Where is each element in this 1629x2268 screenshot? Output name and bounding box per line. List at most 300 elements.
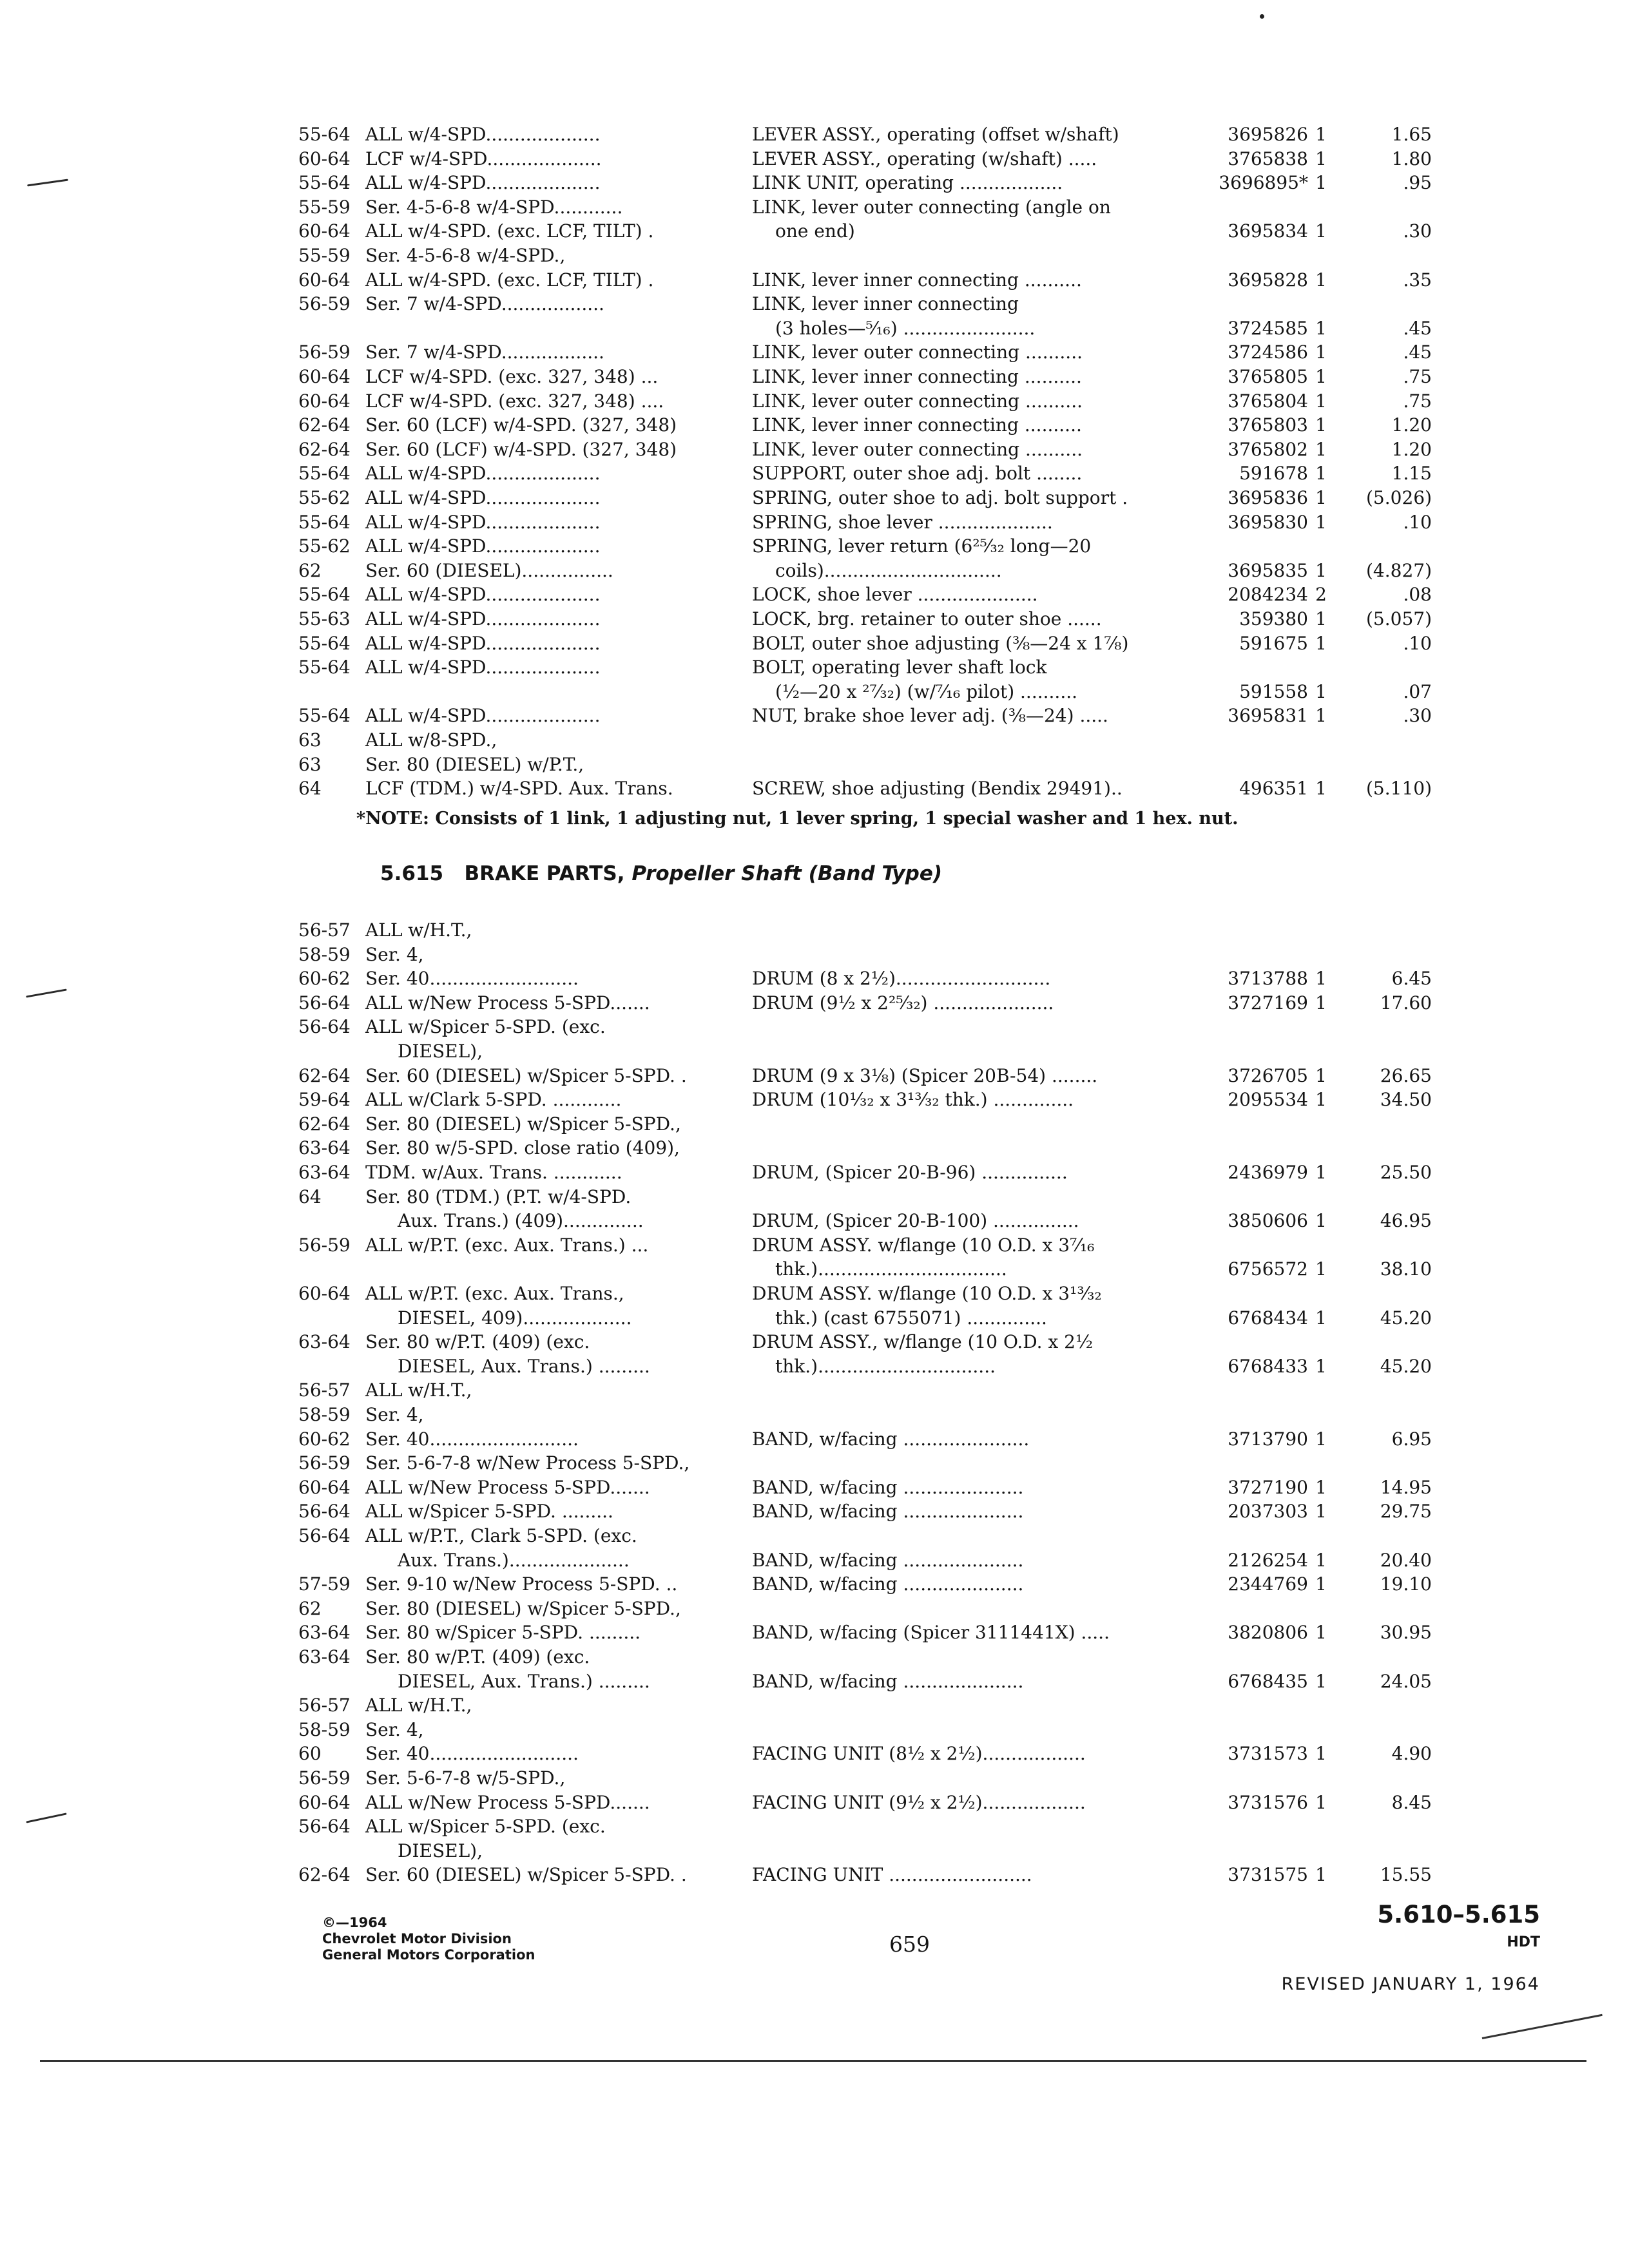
quantity: 1 bbox=[1315, 1428, 1327, 1450]
table-row bbox=[0, 1451, 1629, 1475]
price: 8.45 bbox=[1391, 1791, 1432, 1813]
part-number: 3713790 bbox=[1228, 1428, 1308, 1450]
price: 1.20 bbox=[1391, 438, 1432, 460]
price: 1.80 bbox=[1391, 148, 1432, 169]
model-years: 58-59 bbox=[298, 1404, 351, 1425]
model-application: LCF w/4-SPD. (exc. 327, 348) ... bbox=[365, 366, 659, 387]
model-application: Ser. 80 (DIESEL) w/P.T., bbox=[365, 753, 584, 775]
division-name: Chevrolet Motor Division bbox=[322, 1931, 512, 1946]
model-application: Ser. 7 w/4-SPD.................. bbox=[365, 293, 604, 315]
part-description: FACING UNIT (8½ x 2½).................. bbox=[752, 1743, 1086, 1765]
part-number: 591558 bbox=[1239, 680, 1308, 702]
quantity: 1 bbox=[1315, 559, 1327, 581]
part-description: coils)............................... bbox=[775, 559, 1002, 581]
price: 46.95 bbox=[1380, 1210, 1432, 1232]
model-years: 62-64 bbox=[298, 414, 351, 436]
price: (4.827) bbox=[1365, 559, 1432, 581]
model-years: 55-59 bbox=[298, 245, 351, 266]
model-application: ALL w/4-SPD.................... bbox=[365, 124, 601, 145]
publisher-block bbox=[322, 1915, 535, 1963]
table-row bbox=[0, 1257, 1629, 1282]
part-number: 3765802 bbox=[1228, 438, 1308, 460]
table-row bbox=[0, 1597, 1629, 1621]
model-years: 56-57 bbox=[298, 1695, 351, 1716]
model-application: Aux. Trans.)..................... bbox=[398, 1549, 630, 1571]
model-application: ALL w/P.T. (exc. Aux. Trans.) ... bbox=[365, 1234, 649, 1256]
price: (5.057) bbox=[1365, 608, 1432, 629]
table-row bbox=[0, 1427, 1629, 1452]
model-years: 60-64 bbox=[298, 1476, 351, 1498]
part-description: FACING UNIT ......................... bbox=[752, 1864, 1032, 1886]
model-years: 63-64 bbox=[298, 1622, 351, 1644]
price: 1.65 bbox=[1391, 124, 1432, 145]
part-description: DRUM, (Spicer 20-B-100) ............... bbox=[752, 1210, 1079, 1232]
part-number: 3765803 bbox=[1228, 414, 1308, 436]
quantity: 2 bbox=[1315, 584, 1327, 606]
model-application: Ser. 4, bbox=[365, 1718, 424, 1740]
model-years: 60-64 bbox=[298, 1791, 351, 1813]
model-years: 55-64 bbox=[298, 705, 351, 727]
model-years: 60-64 bbox=[298, 148, 351, 169]
table-row bbox=[0, 1839, 1629, 1863]
table-row bbox=[0, 268, 1629, 293]
part-number: 2037303 bbox=[1228, 1501, 1308, 1523]
table-row bbox=[0, 122, 1629, 147]
model-application: LCF (TDM.) w/4-SPD. Aux. Trans. bbox=[365, 778, 673, 800]
model-years: 55-64 bbox=[298, 584, 351, 606]
table-row bbox=[0, 1403, 1629, 1427]
table-row bbox=[0, 1112, 1629, 1137]
section-number: 5.615 bbox=[380, 862, 444, 885]
part-number: 3695835 bbox=[1228, 559, 1308, 581]
quantity: 1 bbox=[1315, 1089, 1327, 1111]
part-description: SUPPORT, outer shoe adj. bolt ........ bbox=[752, 463, 1083, 485]
quantity: 1 bbox=[1315, 366, 1327, 387]
model-application: Ser. 40.......................... bbox=[365, 1428, 579, 1450]
model-years: 60-64 bbox=[298, 220, 351, 242]
model-application: Ser. 60 (LCF) w/4-SPD. (327, 348) bbox=[365, 438, 677, 460]
model-application: Ser. 80 (DIESEL) w/Spicer 5-SPD., bbox=[365, 1597, 681, 1619]
model-years: 63-64 bbox=[298, 1162, 351, 1183]
table-row bbox=[0, 486, 1629, 510]
quantity: 1 bbox=[1315, 390, 1327, 412]
model-application: Ser. 60 (DIESEL) w/Spicer 5-SPD. . bbox=[365, 1864, 687, 1886]
part-number: 3724586 bbox=[1228, 341, 1308, 363]
model-application: ALL w/P.T., Clark 5-SPD. (exc. bbox=[365, 1525, 637, 1546]
quantity: 1 bbox=[1315, 511, 1327, 533]
model-years: 55-63 bbox=[298, 608, 351, 629]
table-row bbox=[0, 389, 1629, 414]
model-application: Ser. 9-10 w/New Process 5-SPD. .. bbox=[365, 1573, 678, 1595]
part-description: SCREW, shoe adjusting (Bendix 29491).. bbox=[752, 778, 1123, 800]
model-years: 60-64 bbox=[298, 366, 351, 387]
part-number: 3695836 bbox=[1228, 487, 1308, 508]
table-row bbox=[0, 582, 1629, 607]
model-years: 56-59 bbox=[298, 293, 351, 315]
part-number: 3695834 bbox=[1228, 220, 1308, 242]
part-description: DRUM ASSY., w/flange (10 O.D. x 2½ bbox=[752, 1331, 1094, 1353]
table-row bbox=[0, 147, 1629, 171]
price: .30 bbox=[1403, 220, 1432, 242]
table-row bbox=[0, 1742, 1629, 1766]
model-application: ALL w/P.T. (exc. Aux. Trans., bbox=[365, 1283, 624, 1304]
table-row bbox=[0, 316, 1629, 341]
model-application: DIESEL, 409)................... bbox=[398, 1307, 632, 1329]
part-number: 3695830 bbox=[1228, 511, 1308, 533]
part-number: 3724585 bbox=[1228, 317, 1308, 339]
bottom-rule bbox=[40, 2060, 1586, 2062]
table-row bbox=[0, 1378, 1629, 1403]
table-row bbox=[0, 1669, 1629, 1694]
part-description: BAND, w/facing ..................... bbox=[752, 1670, 1024, 1692]
model-years: 55-62 bbox=[298, 487, 351, 508]
model-application: Ser. 5-6-7-8 w/New Process 5-SPD., bbox=[365, 1452, 690, 1474]
model-years: 56-59 bbox=[298, 1767, 351, 1789]
part-description: thk.) (cast 6755071) .............. bbox=[775, 1307, 1047, 1329]
revision-date: REVISED JANUARY 1, 1964 bbox=[1281, 1974, 1540, 1994]
table-row bbox=[0, 1645, 1629, 1669]
table-row bbox=[0, 753, 1629, 777]
part-description: BAND, w/facing ..................... bbox=[752, 1501, 1024, 1523]
part-number: 3731573 bbox=[1228, 1743, 1308, 1765]
price: 15.55 bbox=[1380, 1864, 1432, 1886]
price: 20.40 bbox=[1380, 1549, 1432, 1571]
part-number: 3820806 bbox=[1228, 1622, 1308, 1644]
price: .95 bbox=[1403, 172, 1432, 194]
model-years: 62 bbox=[298, 559, 322, 581]
model-application: Ser. 60 (DIESEL) w/Spicer 5-SPD. . bbox=[365, 1064, 687, 1086]
model-years: 60-62 bbox=[298, 968, 351, 990]
price: 19.10 bbox=[1380, 1573, 1432, 1595]
table-row bbox=[0, 437, 1629, 462]
price: 24.05 bbox=[1380, 1670, 1432, 1692]
quantity: 1 bbox=[1315, 1064, 1327, 1086]
part-description: one end) bbox=[775, 220, 855, 242]
quantity: 1 bbox=[1315, 463, 1327, 485]
model-application: ALL w/H.T., bbox=[365, 1695, 472, 1716]
part-description: DRUM (9 x 3⅛) (Spicer 20B-54) ........ bbox=[752, 1064, 1098, 1086]
model-years: 55-64 bbox=[298, 463, 351, 485]
model-application: ALL w/H.T., bbox=[365, 919, 472, 941]
part-number: 3696895* bbox=[1219, 172, 1308, 194]
table-row bbox=[0, 1548, 1629, 1573]
price: 1.15 bbox=[1391, 463, 1432, 485]
model-application: ALL w/4-SPD.................... bbox=[365, 584, 601, 606]
part-description: thk.)............................... bbox=[775, 1355, 996, 1377]
model-application: Aux. Trans.) (409).............. bbox=[398, 1210, 644, 1232]
model-application: Ser. 4-5-6-8 w/4-SPD............ bbox=[365, 196, 623, 218]
model-years: 60-64 bbox=[298, 269, 351, 291]
model-application: DIESEL), bbox=[398, 1041, 483, 1062]
table-row bbox=[0, 559, 1629, 583]
quantity: 1 bbox=[1315, 1573, 1327, 1595]
table-row bbox=[0, 195, 1629, 220]
model-application: ALL w/New Process 5-SPD....... bbox=[365, 1476, 650, 1498]
model-years: 62-64 bbox=[298, 1064, 351, 1086]
table-row bbox=[0, 1718, 1629, 1742]
model-years: 56-57 bbox=[298, 1379, 351, 1401]
model-application: ALL w/4-SPD.................... bbox=[365, 632, 601, 654]
quantity: 1 bbox=[1315, 317, 1327, 339]
model-application: Ser. 80 (TDM.) (P.T. w/4-SPD. bbox=[365, 1186, 631, 1207]
model-application: ALL w/H.T., bbox=[365, 1379, 472, 1401]
model-years: 56-57 bbox=[298, 919, 351, 941]
model-years: 56-59 bbox=[298, 341, 351, 363]
price: .75 bbox=[1403, 390, 1432, 412]
part-number: 3850606 bbox=[1228, 1210, 1308, 1232]
part-description: LINK UNIT, operating .................. bbox=[752, 172, 1063, 194]
corporation-name: General Motors Corporation bbox=[322, 1947, 535, 1963]
model-years: 56-59 bbox=[298, 1452, 351, 1474]
part-description: thk.)................................. bbox=[775, 1258, 1007, 1280]
quantity: 1 bbox=[1315, 487, 1327, 508]
model-years: 63 bbox=[298, 753, 322, 775]
part-number: 3765838 bbox=[1228, 148, 1308, 169]
price: 29.75 bbox=[1380, 1501, 1432, 1523]
model-application: LCF w/4-SPD. (exc. 327, 348) .... bbox=[365, 390, 664, 412]
table-row bbox=[0, 340, 1629, 365]
price: .35 bbox=[1403, 269, 1432, 291]
model-years: 60-62 bbox=[298, 1428, 351, 1450]
model-years: 63 bbox=[298, 729, 322, 751]
model-years: 55-64 bbox=[298, 632, 351, 654]
model-years: 55-64 bbox=[298, 657, 351, 678]
quantity: 1 bbox=[1315, 124, 1327, 145]
quantity: 1 bbox=[1315, 608, 1327, 629]
part-number: 359380 bbox=[1239, 608, 1308, 629]
model-years: 57-59 bbox=[298, 1573, 351, 1595]
part-number: 2344769 bbox=[1228, 1573, 1308, 1595]
table-row bbox=[0, 966, 1629, 991]
model-years: 56-64 bbox=[298, 1816, 351, 1838]
part-description: LINK, lever inner connecting .......... bbox=[752, 414, 1082, 436]
quantity: 1 bbox=[1315, 992, 1327, 1014]
quantity: 1 bbox=[1315, 1864, 1327, 1886]
part-description: DRUM ASSY. w/flange (10 O.D. x 3⁷⁄₁₆ bbox=[752, 1234, 1095, 1256]
table-row bbox=[0, 1185, 1629, 1209]
model-years: 55-59 bbox=[298, 196, 351, 218]
model-application: Ser. 7 w/4-SPD.................. bbox=[365, 341, 604, 363]
part-description: LINK, lever outer connecting .......... bbox=[752, 438, 1083, 460]
part-number: 2436979 bbox=[1228, 1162, 1308, 1183]
model-application: ALL w/4-SPD.................... bbox=[365, 511, 601, 533]
model-years: 63-64 bbox=[298, 1646, 351, 1667]
quantity: 1 bbox=[1315, 1258, 1327, 1280]
page-number: 659 bbox=[889, 1932, 930, 1957]
model-application: Ser. 60 (LCF) w/4-SPD. (327, 348) bbox=[365, 414, 677, 436]
model-years: 60-64 bbox=[298, 390, 351, 412]
part-number: 3727169 bbox=[1228, 992, 1308, 1014]
quantity: 1 bbox=[1315, 1307, 1327, 1329]
part-description: BAND, w/facing ..................... bbox=[752, 1476, 1024, 1498]
model-years: 63-64 bbox=[298, 1331, 351, 1353]
table-row bbox=[0, 171, 1629, 195]
model-application: ALL w/Spicer 5-SPD. (exc. bbox=[365, 1016, 606, 1038]
price: (5.110) bbox=[1365, 778, 1432, 800]
section-title: BRAKE PARTS, bbox=[464, 862, 625, 885]
table-row bbox=[0, 1306, 1629, 1331]
model-application: Ser. 80 w/Spicer 5-SPD. ......... bbox=[365, 1622, 641, 1644]
part-number: 3695826 bbox=[1228, 124, 1308, 145]
model-application: ALL w/4-SPD.................... bbox=[365, 487, 601, 508]
quantity: 1 bbox=[1315, 680, 1327, 702]
part-number: 2084234 bbox=[1228, 584, 1308, 606]
part-number: 3765805 bbox=[1228, 366, 1308, 387]
price: 25.50 bbox=[1380, 1162, 1432, 1183]
footnote-row bbox=[0, 807, 1629, 831]
part-description: BAND, w/facing ..................... bbox=[752, 1549, 1024, 1571]
part-number: 3695831 bbox=[1228, 705, 1308, 727]
table-row bbox=[0, 461, 1629, 486]
table-row bbox=[0, 991, 1629, 1015]
copyright: ©—1964 bbox=[322, 1915, 387, 1930]
model-application: ALL w/4-SPD.................... bbox=[365, 463, 601, 485]
table-row bbox=[0, 1572, 1629, 1597]
quantity: 1 bbox=[1315, 1501, 1327, 1523]
part-description: LINK, lever inner connecting bbox=[752, 293, 1019, 315]
part-description: NUT, brake shoe lever adj. (⅜—24) ..... bbox=[752, 705, 1108, 727]
quantity: 1 bbox=[1315, 1670, 1327, 1692]
model-years: 62 bbox=[298, 1597, 322, 1619]
part-number: 496351 bbox=[1239, 778, 1308, 800]
model-years: 62-64 bbox=[298, 1864, 351, 1886]
model-application: Ser. 80 w/P.T. (409) (exc. bbox=[365, 1331, 590, 1353]
model-years: 60 bbox=[298, 1743, 322, 1765]
price: 26.65 bbox=[1380, 1064, 1432, 1086]
model-application: ALL w/4-SPD.................... bbox=[365, 535, 601, 557]
quantity: 1 bbox=[1315, 1210, 1327, 1232]
table-row bbox=[0, 534, 1629, 559]
price: .07 bbox=[1403, 680, 1432, 702]
model-application: ALL w/New Process 5-SPD....... bbox=[365, 1791, 650, 1813]
table-row bbox=[0, 1524, 1629, 1548]
model-application: ALL w/Spicer 5-SPD. ......... bbox=[365, 1501, 613, 1523]
table-row bbox=[0, 413, 1629, 437]
table-row bbox=[0, 1620, 1629, 1645]
quantity: 1 bbox=[1315, 1162, 1327, 1183]
table-row bbox=[0, 1330, 1629, 1354]
quantity: 1 bbox=[1315, 778, 1327, 800]
model-application: LCF w/4-SPD.................... bbox=[365, 148, 602, 169]
table-row bbox=[0, 704, 1629, 728]
part-description: DRUM (10¹⁄₃₂ x 3¹³⁄₃₂ thk.) .............. bbox=[752, 1089, 1074, 1111]
price: .10 bbox=[1403, 511, 1432, 533]
part-description: LEVER ASSY., operating (offset w/shaft) bbox=[752, 124, 1119, 145]
part-description: LOCK, brg. retainer to outer shoe ...... bbox=[752, 608, 1102, 629]
part-number: 6756572 bbox=[1228, 1258, 1308, 1280]
section-range: 5.610–5.615 bbox=[1377, 1901, 1540, 1928]
price: 14.95 bbox=[1380, 1476, 1432, 1498]
price: .10 bbox=[1403, 632, 1432, 654]
price: 45.20 bbox=[1380, 1307, 1432, 1329]
price: 38.10 bbox=[1380, 1258, 1432, 1280]
section-subtitle: Propeller Shaft (Band Type) bbox=[631, 862, 943, 885]
quantity: 1 bbox=[1315, 148, 1327, 169]
quantity: 1 bbox=[1315, 1743, 1327, 1765]
model-application: DIESEL), bbox=[398, 1840, 483, 1861]
table-row bbox=[0, 1766, 1629, 1791]
table-row bbox=[0, 728, 1629, 753]
part-number: 3695828 bbox=[1228, 269, 1308, 291]
part-number: 591675 bbox=[1239, 632, 1308, 654]
part-description: (½—20 x ²⁷⁄₃₂) (w/⁷⁄₁₆ pilot) .......... bbox=[775, 680, 1078, 702]
part-description: DRUM (8 x 2½)........................... bbox=[752, 968, 1051, 990]
price: 6.95 bbox=[1391, 1428, 1432, 1450]
model-application: ALL w/4-SPD.................... bbox=[365, 172, 601, 194]
quantity: 1 bbox=[1315, 438, 1327, 460]
model-years: 56-64 bbox=[298, 1501, 351, 1523]
part-description: BAND, w/facing (Spicer 3111441X) ..... bbox=[752, 1622, 1110, 1644]
table-row bbox=[0, 1088, 1629, 1112]
quantity: 1 bbox=[1315, 632, 1327, 654]
model-application: Ser. 4-5-6-8 w/4-SPD., bbox=[365, 245, 566, 266]
model-years: 58-59 bbox=[298, 1718, 351, 1740]
model-application: Ser. 4, bbox=[365, 943, 424, 965]
table-row bbox=[0, 1015, 1629, 1039]
price: 34.50 bbox=[1380, 1089, 1432, 1111]
price: 1.20 bbox=[1391, 414, 1432, 436]
quantity: 1 bbox=[1315, 968, 1327, 990]
table-row bbox=[0, 244, 1629, 268]
model-application: Ser. 80 w/5-SPD. close ratio (409), bbox=[365, 1137, 680, 1159]
model-years: 55-64 bbox=[298, 124, 351, 145]
table-row bbox=[0, 1791, 1629, 1815]
table-row bbox=[0, 776, 1629, 801]
part-number: 3726705 bbox=[1228, 1064, 1308, 1086]
model-application: ALL w/4-SPD.................... bbox=[365, 608, 601, 629]
model-application: DIESEL, Aux. Trans.) ......... bbox=[398, 1670, 650, 1692]
model-application: ALL w/4-SPD. (exc. LCF, TILT) . bbox=[365, 269, 654, 291]
part-description: LINK, lever outer connecting .......... bbox=[752, 390, 1083, 412]
quantity: 1 bbox=[1315, 414, 1327, 436]
table-row bbox=[0, 1282, 1629, 1306]
section-heading bbox=[380, 862, 942, 885]
part-description: BAND, w/facing ...................... bbox=[752, 1428, 1030, 1450]
model-years: 59-64 bbox=[298, 1089, 351, 1111]
model-years: 56-64 bbox=[298, 1016, 351, 1038]
part-number: 3713788 bbox=[1228, 968, 1308, 990]
part-number: 3765804 bbox=[1228, 390, 1308, 412]
price: .30 bbox=[1403, 705, 1432, 727]
table-row bbox=[0, 943, 1629, 967]
table-row bbox=[0, 510, 1629, 535]
part-number: 2095534 bbox=[1228, 1089, 1308, 1111]
model-application: ALL w/4-SPD. (exc. LCF, TILT) . bbox=[365, 220, 654, 242]
part-number: 6768433 bbox=[1228, 1355, 1308, 1377]
part-number: 3731575 bbox=[1228, 1864, 1308, 1886]
part-description: SPRING, shoe lever .................... bbox=[752, 511, 1053, 533]
quantity: 1 bbox=[1315, 1622, 1327, 1644]
price: (5.026) bbox=[1365, 487, 1432, 508]
table-row bbox=[0, 631, 1629, 656]
part-description: SPRING, outer shoe to adj. bolt support . bbox=[752, 487, 1128, 508]
model-years: 55-64 bbox=[298, 511, 351, 533]
model-years: 64 bbox=[298, 1186, 322, 1207]
price: 17.60 bbox=[1380, 992, 1432, 1014]
section-code: HDT bbox=[1507, 1934, 1540, 1950]
model-application: Ser. 80 (DIESEL) w/Spicer 5-SPD., bbox=[365, 1113, 681, 1135]
part-number: 3727190 bbox=[1228, 1476, 1308, 1498]
table-row bbox=[0, 1209, 1629, 1233]
table-row bbox=[0, 655, 1629, 680]
part-number: 591678 bbox=[1239, 463, 1308, 485]
part-description: FACING UNIT (9½ x 2½).................. bbox=[752, 1791, 1086, 1813]
quantity: 1 bbox=[1315, 705, 1327, 727]
table-row bbox=[0, 1354, 1629, 1379]
model-application: Ser. 4, bbox=[365, 1404, 424, 1425]
part-description: DRUM (9½ x 2²⁵⁄₃₂) ..................... bbox=[752, 992, 1054, 1014]
part-number: 6768434 bbox=[1228, 1307, 1308, 1329]
